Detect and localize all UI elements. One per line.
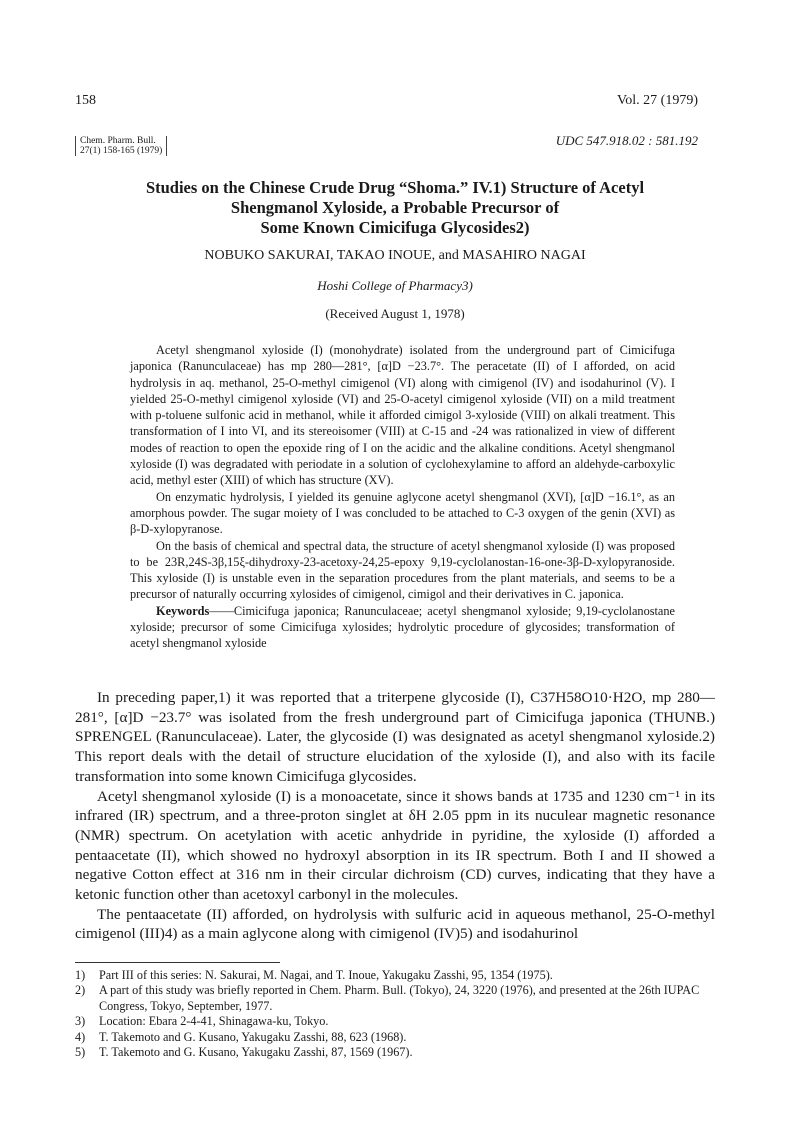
journal-citation <box>75 136 167 156</box>
footnote-divider <box>75 962 280 963</box>
page-number: 158 <box>75 93 96 108</box>
abstract-paragraph-1: Acetyl shengmanol xyloside (I) (monohydrate) isolated from the underground part of Cimicifuga japonica (Ranunculaceae) has mp 280—281°, [α]D −23.7°. The peracetate (II) of I afforded, on acid hydrolysis in aq. methanol, 25-O-methyl cimigenol (VI) along with cimigenol (IV) and isodahurinol (V). I yielded 25-O-methyl cimigenol xyloside (VI) and 25-O-acetyl cimigenol xyloside (VII) on a mild treatment with p-toluene sulfonic acid in methanol, while it afforded cimigol 3-xyloside (VIII) on alkali treatment. This transformation of I into VI, and its stereoisomer (VIII) at C-15 and -24 was rationalized in view of different modes of reaction to open the epoxide ring of I on the acidic and the alkaline conditions. Acetyl shengmanol xyloside (I) was degradated with periodate in a solution of cyclohexylamine to afford an aldehyde-carboxylic acid, methyl ester (XIII) of which has structure (XV). <box>130 343 675 488</box>
footnote-text: Part III of this series: N. Sakurai, M. Nagai, and T. Inoue, Yakugaku Zasshi, 95, 1354 (1975). <box>99 968 553 982</box>
footnote-item <box>75 1030 715 1045</box>
footnote-text: A part of this study was briefly reported in Chem. Pharm. Bull. (Tokyo), 24, 3220 (1976), and presented at the 26th IUPAC Congress, Tokyo, September, 1977. <box>99 983 700 1013</box>
title-line-2: Shengmanol Xyloside, a Probable Precursor of <box>230 198 560 217</box>
footnote-number: 3) <box>75 1014 86 1029</box>
footnote-text: T. Takemoto and G. Kusano, Yakugaku Zasshi, 88, 623 (1968). <box>99 1029 407 1044</box>
footnote-item <box>75 983 715 1014</box>
footnote-number: 5) <box>75 1045 86 1060</box>
footnote-number: 4) <box>75 1029 86 1044</box>
footnote-item <box>75 1014 715 1029</box>
footnote-item <box>75 968 715 983</box>
body-paragraph-2: Acetyl shengmanol xyloside (I) is a monoacetate, since it shows bands at 1735 and 1230 cm⁻¹ in its infrared (IR) spectrum, and a three-proton singlet at δH 2.05 ppm in its nuculear magnetic resonance (NMR) spectrum. On acetylation with acetic anhydride in pyridine, the xyloside (I) afforded a pentaacetate (II), which showed no hydroxyl absorption in its IR spectrum. Both I and II showed a negative Cotton effect at 316 nm in their circular dichroism (CD) curves, indicating that they have a ketonic function other than acetoxyl carbonyl in the molecules. <box>75 787 715 904</box>
title-line-3: Some Known Cimicifuga Glycosides2) <box>260 218 530 237</box>
journal-name: Chem. Pharm. Bull. <box>80 136 156 146</box>
abstract-paragraph-2: On enzymatic hydrolysis, I yielded its genuine aglycone acetyl shengmanol (XVI), [α]D −16.1°, as an amorphous powder. The sugar moiety of I was concluded to be attached to C-3 oxygen of the genin (XVI) as β-D-xylopyranose. <box>130 489 675 537</box>
abstract <box>130 342 675 652</box>
keywords-label: Keywords <box>156 603 210 618</box>
footnote-item <box>75 1045 715 1060</box>
paper-title <box>75 178 715 238</box>
footnote-number: 2) <box>75 983 86 998</box>
udc-code: UDC 547.918.02 : 581.192 <box>555 133 698 148</box>
volume-label: Vol. 27 (1979) <box>616 93 698 108</box>
authors: NOBUKO SAKURAI, TAKAO INOUE, and MASAHIRO NAGAI <box>204 248 586 263</box>
abstract-paragraph-3: On the basis of chemical and spectral data, the structure of acetyl shengmanol xyloside (I) was proposed to be 23R,24S-3β,15ξ-dihydroxy-23-acetoxy-24,25-epoxy 9,19-cyclolanostan-16-one-3β-D-xylopyranoside. This xyloside (I) is unstable even in the separation procedures from the plant materials, and seems to be a precursor of naturally occurring xylosides of cimigenol, cimigol and their derivatives in C. japonica. <box>130 538 675 602</box>
received-date: (Received August 1, 1978) <box>325 306 465 321</box>
body-text <box>75 688 715 944</box>
footnote-text: Location: Ebara 2-4-41, Shinagawa-ku, Tokyo. <box>99 1014 329 1029</box>
footnote-text: T. Takemoto and G. Kusano, Yakugaku Zasshi, 87, 1569 (1967). <box>99 1045 413 1060</box>
keywords <box>130 603 675 652</box>
keywords-list: ——Cimicifuga japonica; Ranunculaceae; acetyl shengmanol xyloside; 9,19-cyclolanostane xyloside; precursor of some Cimicifuga xylosides; hydrolytic procedure of glycosides; transformation of acetyl shengmanol xyloside <box>130 603 675 651</box>
footnote-number: 1) <box>75 968 86 982</box>
affiliation: Hoshi College of Pharmacy3) <box>317 278 473 293</box>
body-paragraph-3: The pentaacetate (II) afforded, on hydrolysis with sulfuric acid in aqueous methanol, 25-O-methyl cimigenol (III)4) as a main aglycone along with cimigenol (IV)5) and isodahurinol <box>75 905 715 943</box>
journal-ref: 27(1) 158-165 (1979) <box>80 146 163 156</box>
title-line-1: Studies on the Chinese Crude Drug “Shoma.” IV.1) Structure of Acetyl <box>145 178 645 197</box>
body-paragraph-1: In preceding paper,1) it was reported that a triterpene glycoside (I), C37H58O10·H2O, mp 280—281°, [α]D −23.7° was isolated from the fresh underground part of Cimicifuga japonica (THUNB.) SPRENGEL (Ranunculaceae). Later, the glycoside (I) was designated as acetyl shengmanol xyloside.2) This report deals with the detail of structure elucidation of the xyloside (I), and also with its facile transformation into some known Cimicifuga glycosides. <box>75 689 715 785</box>
footnotes <box>75 968 715 1060</box>
